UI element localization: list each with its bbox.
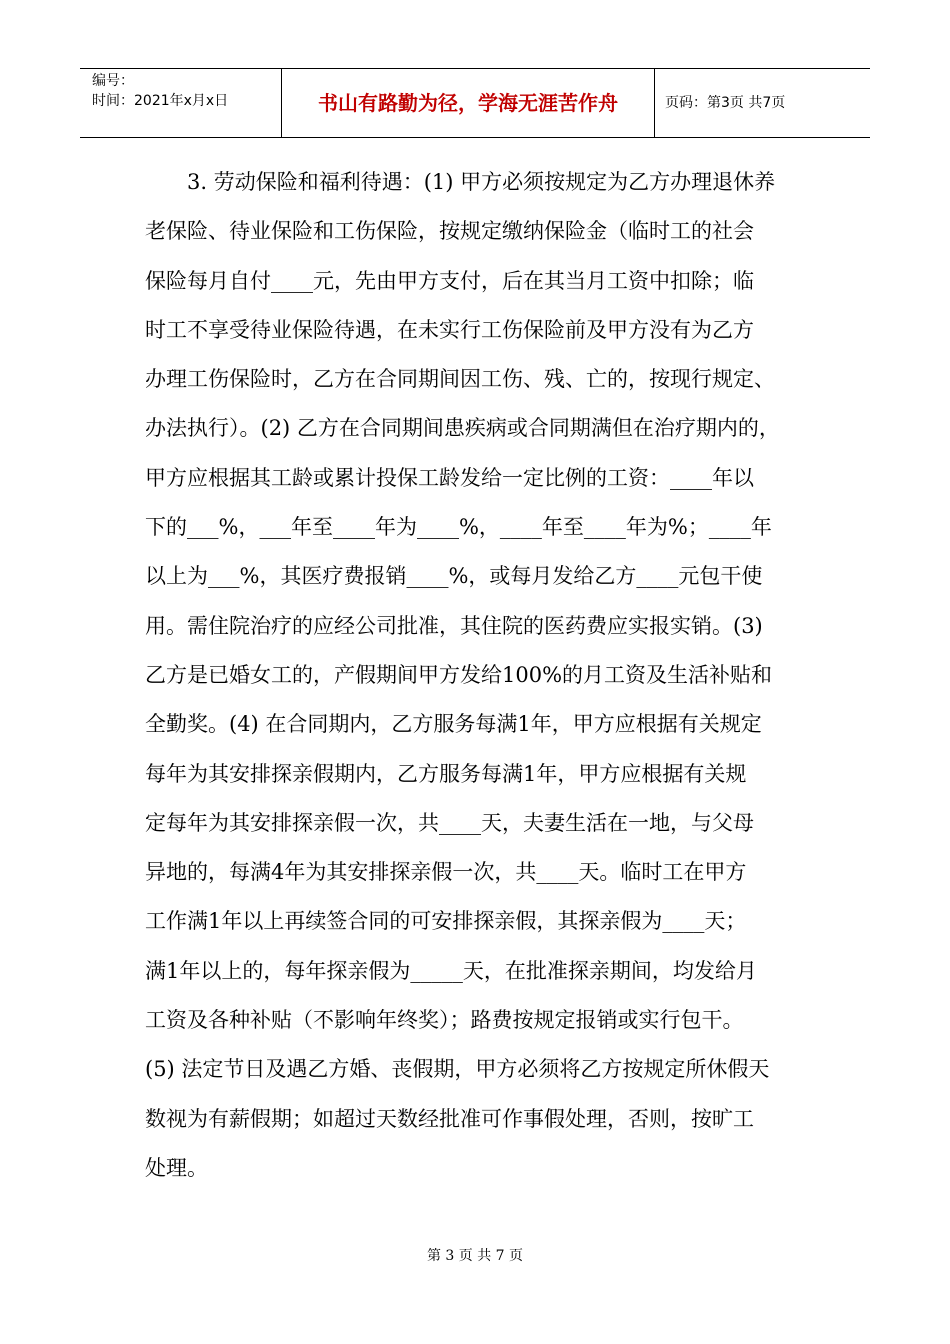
body-line: 保险每月自付____元，先由甲方支付，后在其当月工资中扣除；临 <box>145 268 754 293</box>
body-line: 全勤奖。(4) 在合同期内，乙方服务每满1年，甲方应根据有关规定 <box>145 712 762 737</box>
document-number-label: 编号： <box>92 73 134 89</box>
body-line: 异地的，每满4年为其安排探亲假一次，共____天。临时工在甲方 <box>145 860 747 885</box>
body-line: 数视为有薪假期；如超过天数经批准可作事假处理，否则，按旷工 <box>145 1106 754 1131</box>
document-body <box>145 158 810 1193</box>
header-motto: 书山有路勤为径，学海无涯苦作舟 <box>282 69 655 137</box>
body-line: 老保险、待业保险和工伤保险，按规定缴纳保险金（临时工的社会 <box>145 219 754 244</box>
body-line: 办法执行）。(2) 乙方在合同期间患疾病或合同期满但在治疗期内的， <box>145 416 780 441</box>
header-page-info: 页码：第3页 共7页 <box>665 95 786 111</box>
document-time-label: 时间：2021年x月x日 <box>92 93 229 109</box>
body-line: 时工不享受待业保险待遇，在未实行工伤保险前及甲方没有为乙方 <box>145 317 754 342</box>
body-line: 每年为其安排探亲假期内，乙方服务每满1年，甲方应根据有关规 <box>145 761 747 786</box>
body-line: 用。需住院治疗的应经公司批准，其住院的医药费应实报实销。(3) <box>145 613 763 638</box>
body-line: 工资及各种补贴（不影响年终奖）；路费按规定报销或实行包干。 <box>145 1008 744 1033</box>
body-line: 工作满1年以上再续签合同的可安排探亲假，其探亲假为____天； <box>145 909 747 934</box>
body-line: 满1年以上的，每年探亲假为_____天，在批准探亲期间，均发给月 <box>145 958 757 983</box>
body-line: 处理。 <box>145 1155 208 1180</box>
body-line: 定每年为其安排探亲假一次，共____天，夫妻生活在一地，与父母 <box>145 810 754 835</box>
body-line: 3. 劳动保险和福利待遇：(1) 甲方必须按规定为乙方办理退休养 <box>145 170 776 194</box>
header-meta <box>80 69 282 137</box>
body-line: 甲方应根据其工龄或累计投保工龄发给一定比例的工资：____年以 <box>145 465 754 490</box>
body-line: 办理工伤保险时，乙方在合同期间因工伤、残、亡的，按现行规定、 <box>145 367 775 392</box>
body-line: 下的___%，___年至____年为____%，____年至____年为%；____年 <box>145 515 772 540</box>
body-line: 以上为___%，其医疗费报销____%，或每月发给乙方____元包干使 <box>145 564 763 589</box>
body-line: 乙方是已婚女工的，产假期间甲方发给100%的月工资及生活补贴和 <box>145 662 773 687</box>
body-line: (5) 法定节日及遇乙方婚、丧假期，甲方必须将乙方按规定所休假天 <box>145 1057 770 1082</box>
page-header <box>80 68 870 138</box>
page-footer: 第 3 页 共 7 页 <box>426 1248 524 1264</box>
